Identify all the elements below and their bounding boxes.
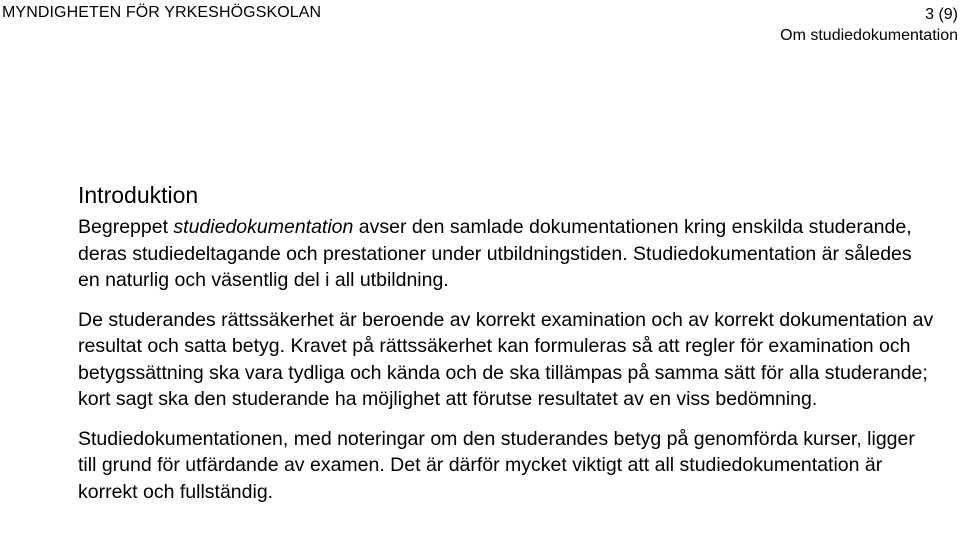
paragraph-intro	[78, 214, 938, 294]
section-heading: Introduktion	[78, 182, 199, 208]
paragraph-intro-rest: avser den samlade dokumentationen kring enskilda studerande, deras studiedeltagande och prestationer under utbildningstiden. Studiedokumentation är således en naturlig och väsentlig del i all utbildning.	[78, 216, 912, 291]
paragraph-legal-security: De studerandes rättssäkerhet är beroende av korrekt examination och av korrekt dokumentation av resultat och satta betyg. Kravet på rättssäkerhet kan formuleras så att regler för examination och betygssättning ska vara tydliga och kända och de ska tillämpas på samma sätt för alla studerande; kort sagt ska den studerande ha möjlighet att förutse resultatet av en viss bedömning.	[78, 308, 934, 410]
paragraph-intro-lead: Begreppet	[78, 216, 174, 238]
paragraph-documentation-importance: Studiedokumentationen, med noteringar om den studerandes betyg på genomförda kurser, ligger till grund för utfärdande av examen. Det är därför mycket viktigt att all studiedokumentation är korrekt och fullständig.	[78, 427, 915, 503]
document-title: Om studiedokumentation	[780, 27, 958, 44]
header-meta	[780, 4, 958, 46]
header-organization: MYNDIGHETEN FÖR YRKESHÖGSKOLAN	[2, 4, 322, 21]
main-content	[78, 180, 938, 505]
term-studiedokumentation: studiedokumentation	[173, 216, 354, 238]
page-number: 3 (9)	[925, 6, 958, 23]
